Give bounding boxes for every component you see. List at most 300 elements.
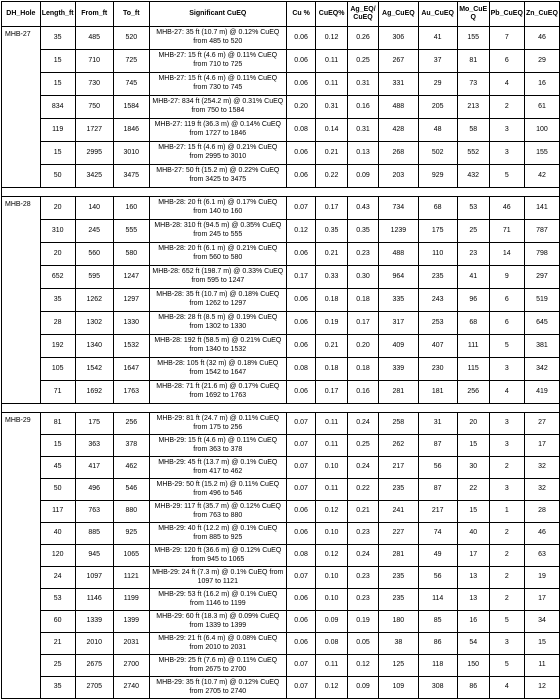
ag-cueq-cell: 317: [379, 312, 418, 335]
ag-cueq-cell: 964: [379, 266, 418, 289]
au-cueq-cell: 48: [418, 119, 457, 142]
cueq-pct-cell: 0.11: [316, 435, 347, 457]
significant-cueq-cell: MHB-29: 35 ft (10.7 m) @ 0.12% CuEQ from 2705 to 2740: [149, 677, 286, 699]
cu-pct-cell: 0.07: [286, 413, 316, 435]
au-cueq-cell: 110: [418, 243, 457, 266]
from-cell: 245: [75, 220, 113, 243]
table-row: [2, 381, 560, 404]
length-cell: 40: [40, 523, 75, 545]
to-cell: 256: [113, 413, 149, 435]
mo-cueq-cell: 15: [457, 501, 489, 523]
to-cell: 160: [113, 197, 149, 220]
au-cueq-cell: 205: [418, 96, 457, 119]
mo-cueq-cell: 81: [457, 50, 489, 73]
mo-cueq-cell: 30: [457, 457, 489, 479]
table-row: [2, 119, 560, 142]
table-row: [2, 142, 560, 165]
pb-cueq-cell: 9: [489, 266, 524, 289]
from-cell: 417: [75, 457, 113, 479]
significant-cueq-cell: MHB-28: 310 ft (94.5 m) @ 0.35% CuEQ from 245 to 555: [149, 220, 286, 243]
ag-eq-ratio-cell: 0.23: [347, 567, 378, 589]
from-cell: 595: [75, 266, 113, 289]
ag-cueq-cell: 227: [379, 523, 418, 545]
zn-cueq-cell: 155: [524, 142, 559, 165]
zn-cueq-cell: 381: [524, 335, 559, 358]
cu-pct-cell: 0.07: [286, 655, 316, 677]
ag-cueq-cell: 241: [379, 501, 418, 523]
mo-cueq-cell: 25: [457, 220, 489, 243]
ag-cueq-cell: 217: [379, 457, 418, 479]
pb-cueq-cell: 14: [489, 243, 524, 266]
to-cell: 1065: [113, 545, 149, 567]
cueq-pct-cell: 0.09: [316, 611, 347, 633]
pb-cueq-cell: 2: [489, 457, 524, 479]
from-cell: 1692: [75, 381, 113, 404]
zn-cueq-cell: 519: [524, 289, 559, 312]
ag-eq-ratio-cell: 0.19: [347, 611, 378, 633]
ag-cueq-cell: 235: [379, 589, 418, 611]
assay-results-table: [1, 1, 560, 699]
cu-pct-cell: 0.06: [286, 501, 316, 523]
pb-cueq-cell: 5: [489, 335, 524, 358]
cueq-pct-cell: 0.12: [316, 27, 347, 50]
ag-eq-ratio-cell: 0.30: [347, 266, 378, 289]
ag-cueq-cell: 38: [379, 633, 418, 655]
significant-cueq-cell: MHB-29: 81 ft (24.7 m) @ 0.11% CuEQ from 175 to 256: [149, 413, 286, 435]
zn-cueq-cell: 17: [524, 589, 559, 611]
to-cell: 925: [113, 523, 149, 545]
cu-pct-cell: 0.06: [286, 243, 316, 266]
significant-cueq-cell: MHB-29: 117 ft (35.7 m) @ 0.12% CuEQ from 763 to 880: [149, 501, 286, 523]
zn-cueq-cell: 141: [524, 197, 559, 220]
significant-cueq-cell: MHB-29: 24 ft (7.3 m) @ 0.1% CuEQ from 1097 to 1121: [149, 567, 286, 589]
from-cell: 1340: [75, 335, 113, 358]
zn-cueq-cell: 787: [524, 220, 559, 243]
cu-pct-cell: 0.06: [286, 633, 316, 655]
table-row: [2, 220, 560, 243]
ag-eq-ratio-cell: 0.26: [347, 27, 378, 50]
to-cell: 745: [113, 73, 149, 96]
ag-eq-ratio-cell: 0.23: [347, 523, 378, 545]
significant-cueq-cell: MHB-29: 45 ft (13.7 m) @ 0.1% CuEQ from 417 to 462: [149, 457, 286, 479]
zn-cueq-cell: 342: [524, 358, 559, 381]
au-cueq-cell: 308: [418, 677, 457, 699]
au-cueq-cell: 41: [418, 27, 457, 50]
mo-cueq-cell: 68: [457, 312, 489, 335]
zn-cueq-cell: 34: [524, 611, 559, 633]
zn-cueq-cell: 32: [524, 479, 559, 501]
ag-cueq-cell: 409: [379, 335, 418, 358]
ag-eq-ratio-cell: 0.23: [347, 589, 378, 611]
length-cell: 28: [40, 312, 75, 335]
length-cell: 105: [40, 358, 75, 381]
cueq-pct-cell: 0.21: [316, 142, 347, 165]
from-cell: 2675: [75, 655, 113, 677]
table-row: [2, 73, 560, 96]
to-cell: 580: [113, 243, 149, 266]
mo-cueq-cell: 16: [457, 611, 489, 633]
from-cell: 710: [75, 50, 113, 73]
cu-pct-cell: 0.08: [286, 119, 316, 142]
pb-cueq-cell: 2: [489, 545, 524, 567]
pb-cueq-cell: 2: [489, 96, 524, 119]
cueq-pct-cell: 0.11: [316, 50, 347, 73]
au-cueq-cell: 56: [418, 457, 457, 479]
ag-eq-ratio-cell: 0.31: [347, 73, 378, 96]
au-cueq-cell: 407: [418, 335, 457, 358]
length-cell: 35: [40, 289, 75, 312]
table-row: [2, 266, 560, 289]
pb-cueq-cell: 1: [489, 501, 524, 523]
mo-cueq-cell: 22: [457, 479, 489, 501]
from-cell: 363: [75, 435, 113, 457]
significant-cueq-cell: MHB-28: 20 ft (6.1 m) @ 0.17% CuEQ from 140 to 160: [149, 197, 286, 220]
header-row: [2, 2, 560, 27]
ag-cueq-cell: 1239: [379, 220, 418, 243]
length-cell: 117: [40, 501, 75, 523]
zn-cueq-cell: 61: [524, 96, 559, 119]
cueq-pct-cell: 0.12: [316, 501, 347, 523]
mo-cueq-cell: 58: [457, 119, 489, 142]
cueq-pct-cell: 0.21: [316, 335, 347, 358]
table-row: [2, 655, 560, 677]
col-header-zn-cueq: Zn_CuEQ: [524, 2, 559, 27]
mo-cueq-cell: 53: [457, 197, 489, 220]
mo-cueq-cell: 432: [457, 165, 489, 188]
significant-cueq-cell: MHB-27: 35 ft (10.7 m) @ 0.12% CuEQ from 485 to 520: [149, 27, 286, 50]
zn-cueq-cell: 29: [524, 50, 559, 73]
ag-cueq-cell: 268: [379, 142, 418, 165]
ag-cueq-cell: 488: [379, 243, 418, 266]
cu-pct-cell: 0.12: [286, 220, 316, 243]
au-cueq-cell: 49: [418, 545, 457, 567]
au-cueq-cell: 235: [418, 266, 457, 289]
length-cell: 53: [40, 589, 75, 611]
ag-cueq-cell: 306: [379, 27, 418, 50]
table-row: [2, 545, 560, 567]
mo-cueq-cell: 17: [457, 545, 489, 567]
cu-pct-cell: 0.06: [286, 312, 316, 335]
pb-cueq-cell: 2: [489, 567, 524, 589]
mo-cueq-cell: 20: [457, 413, 489, 435]
zn-cueq-cell: 46: [524, 27, 559, 50]
ag-eq-ratio-cell: 0.18: [347, 289, 378, 312]
cu-pct-cell: 0.06: [286, 73, 316, 96]
au-cueq-cell: 85: [418, 611, 457, 633]
ag-cueq-cell: 331: [379, 73, 418, 96]
cu-pct-cell: 0.06: [286, 27, 316, 50]
col-header-from: From_ft: [75, 2, 113, 27]
cueq-pct-cell: 0.10: [316, 589, 347, 611]
table-row: [2, 479, 560, 501]
length-cell: 50: [40, 165, 75, 188]
cueq-pct-cell: 0.31: [316, 96, 347, 119]
ag-eq-ratio-cell: 0.35: [347, 220, 378, 243]
significant-cueq-cell: MHB-28: 105 ft (32 m) @ 0.18% CuEQ from 1542 to 1647: [149, 358, 286, 381]
au-cueq-cell: 87: [418, 435, 457, 457]
ag-eq-ratio-cell: 0.13: [347, 142, 378, 165]
cueq-pct-cell: 0.11: [316, 73, 347, 96]
pb-cueq-cell: 6: [489, 50, 524, 73]
pb-cueq-cell: 5: [489, 165, 524, 188]
cu-pct-cell: 0.06: [286, 165, 316, 188]
table-row: [2, 243, 560, 266]
from-cell: 2705: [75, 677, 113, 699]
au-cueq-cell: 175: [418, 220, 457, 243]
pb-cueq-cell: 5: [489, 611, 524, 633]
cu-pct-cell: 0.06: [286, 50, 316, 73]
to-cell: 880: [113, 501, 149, 523]
assay-table-container: [1, 1, 560, 699]
ag-cueq-cell: 180: [379, 611, 418, 633]
au-cueq-cell: 243: [418, 289, 457, 312]
au-cueq-cell: 87: [418, 479, 457, 501]
from-cell: 1262: [75, 289, 113, 312]
from-cell: 175: [75, 413, 113, 435]
zn-cueq-cell: 32: [524, 457, 559, 479]
from-cell: 2995: [75, 142, 113, 165]
hole-id-cell: MHB-28: [2, 197, 41, 404]
pb-cueq-cell: 2: [489, 523, 524, 545]
ag-eq-ratio-cell: 0.17: [347, 312, 378, 335]
hole-id-cell: MHB-29: [2, 413, 41, 699]
mo-cueq-cell: 23: [457, 243, 489, 266]
cu-pct-cell: 0.07: [286, 677, 316, 699]
to-cell: 3475: [113, 165, 149, 188]
ag-eq-ratio-cell: 0.20: [347, 335, 378, 358]
mo-cueq-cell: 213: [457, 96, 489, 119]
from-cell: 485: [75, 27, 113, 50]
mo-cueq-cell: 155: [457, 27, 489, 50]
ag-eq-ratio-cell: 0.21: [347, 501, 378, 523]
ag-cueq-cell: 339: [379, 358, 418, 381]
pb-cueq-cell: 5: [489, 655, 524, 677]
pb-cueq-cell: 6: [489, 312, 524, 335]
to-cell: 1584: [113, 96, 149, 119]
pb-cueq-cell: 46: [489, 197, 524, 220]
length-cell: 15: [40, 50, 75, 73]
mo-cueq-cell: 41: [457, 266, 489, 289]
table-row: [2, 197, 560, 220]
au-cueq-cell: 230: [418, 358, 457, 381]
col-header-dh-hole: DH_Hole: [2, 2, 41, 27]
to-cell: 2740: [113, 677, 149, 699]
significant-cueq-cell: MHB-27: 50 ft (15.2 m) @ 0.22% CuEQ from 3425 to 3475: [149, 165, 286, 188]
ag-eq-ratio-cell: 0.16: [347, 96, 378, 119]
col-header-cu-pct: Cu %: [286, 2, 316, 27]
ag-cueq-cell: 428: [379, 119, 418, 142]
mo-cueq-cell: 86: [457, 677, 489, 699]
to-cell: 546: [113, 479, 149, 501]
cu-pct-cell: 0.08: [286, 358, 316, 381]
zn-cueq-cell: 42: [524, 165, 559, 188]
ag-eq-ratio-cell: 0.09: [347, 677, 378, 699]
mo-cueq-cell: 115: [457, 358, 489, 381]
group-spacer-row: [2, 404, 560, 413]
significant-cueq-cell: MHB-29: 25 ft (7.6 m) @ 0.11% CuEQ from 2675 to 2700: [149, 655, 286, 677]
ag-eq-ratio-cell: 0.31: [347, 119, 378, 142]
au-cueq-cell: 502: [418, 142, 457, 165]
from-cell: 763: [75, 501, 113, 523]
zn-cueq-cell: 17: [524, 435, 559, 457]
cu-pct-cell: 0.06: [286, 523, 316, 545]
zn-cueq-cell: 16: [524, 73, 559, 96]
length-cell: 15: [40, 142, 75, 165]
cueq-pct-cell: 0.10: [316, 567, 347, 589]
to-cell: 1199: [113, 589, 149, 611]
col-header-pb-cueq: Pb_CuEQ: [489, 2, 524, 27]
length-cell: 45: [40, 457, 75, 479]
to-cell: 1247: [113, 266, 149, 289]
au-cueq-cell: 74: [418, 523, 457, 545]
from-cell: 730: [75, 73, 113, 96]
from-cell: 885: [75, 523, 113, 545]
cueq-pct-cell: 0.08: [316, 633, 347, 655]
cu-pct-cell: 0.06: [286, 142, 316, 165]
pb-cueq-cell: 3: [489, 119, 524, 142]
cueq-pct-cell: 0.19: [316, 312, 347, 335]
cueq-pct-cell: 0.17: [316, 197, 347, 220]
pb-cueq-cell: 4: [489, 73, 524, 96]
au-cueq-cell: 217: [418, 501, 457, 523]
ag-cueq-cell: 235: [379, 567, 418, 589]
mo-cueq-cell: 54: [457, 633, 489, 655]
length-cell: 71: [40, 381, 75, 404]
mo-cueq-cell: 111: [457, 335, 489, 358]
to-cell: 1297: [113, 289, 149, 312]
pb-cueq-cell: 3: [489, 479, 524, 501]
table-row: [2, 501, 560, 523]
cueq-pct-cell: 0.12: [316, 677, 347, 699]
significant-cueq-cell: MHB-29: 53 ft (16.2 m) @ 0.1% CuEQ from 1146 to 1199: [149, 589, 286, 611]
length-cell: 119: [40, 119, 75, 142]
to-cell: 3010: [113, 142, 149, 165]
significant-cueq-cell: MHB-27: 15 ft (4.6 m) @ 0.21% CuEQ from 2995 to 3010: [149, 142, 286, 165]
ag-cueq-cell: 281: [379, 545, 418, 567]
to-cell: 555: [113, 220, 149, 243]
spacer-cell: [2, 404, 560, 413]
ag-eq-ratio-cell: 0.23: [347, 243, 378, 266]
table-row: [2, 50, 560, 73]
table-row: [2, 413, 560, 435]
significant-cueq-cell: MHB-29: 50 ft (15.2 m) @ 0.11% CuEQ from 496 to 546: [149, 479, 286, 501]
cu-pct-cell: 0.20: [286, 96, 316, 119]
to-cell: 1846: [113, 119, 149, 142]
table-row: [2, 523, 560, 545]
table-row: [2, 165, 560, 188]
mo-cueq-cell: 73: [457, 73, 489, 96]
ag-eq-ratio-cell: 0.24: [347, 413, 378, 435]
significant-cueq-cell: MHB-28: 28 ft (8.5 m) @ 0.19% CuEQ from 1302 to 1330: [149, 312, 286, 335]
length-cell: 834: [40, 96, 75, 119]
col-header-au-cueq: Au_CuEQ: [418, 2, 457, 27]
from-cell: 1727: [75, 119, 113, 142]
pb-cueq-cell: 7: [489, 27, 524, 50]
mo-cueq-cell: 552: [457, 142, 489, 165]
to-cell: 520: [113, 27, 149, 50]
cueq-pct-cell: 0.17: [316, 381, 347, 404]
zn-cueq-cell: 12: [524, 677, 559, 699]
from-cell: 1542: [75, 358, 113, 381]
cueq-pct-cell: 0.11: [316, 655, 347, 677]
to-cell: 2031: [113, 633, 149, 655]
ag-cueq-cell: 335: [379, 289, 418, 312]
zn-cueq-cell: 15: [524, 633, 559, 655]
zn-cueq-cell: 27: [524, 413, 559, 435]
cu-pct-cell: 0.07: [286, 435, 316, 457]
table-row: [2, 435, 560, 457]
mo-cueq-cell: 150: [457, 655, 489, 677]
significant-cueq-cell: MHB-27: 119 ft (36.3 m) @ 0.14% CuEQ from 1727 to 1846: [149, 119, 286, 142]
ag-cueq-cell: 203: [379, 165, 418, 188]
ag-cueq-cell: 258: [379, 413, 418, 435]
cueq-pct-cell: 0.10: [316, 457, 347, 479]
mo-cueq-cell: 13: [457, 567, 489, 589]
col-header-length: Length_ft: [40, 2, 75, 27]
to-cell: 1763: [113, 381, 149, 404]
from-cell: 1097: [75, 567, 113, 589]
table-row: [2, 27, 560, 50]
cueq-pct-cell: 0.12: [316, 545, 347, 567]
from-cell: 496: [75, 479, 113, 501]
ag-eq-ratio-cell: 0.12: [347, 655, 378, 677]
col-header-ag-cueq: Ag_CuEQ: [379, 2, 418, 27]
from-cell: 3425: [75, 165, 113, 188]
cueq-pct-cell: 0.35: [316, 220, 347, 243]
length-cell: 120: [40, 545, 75, 567]
zn-cueq-cell: 798: [524, 243, 559, 266]
significant-cueq-cell: MHB-29: 120 ft (36.6 m) @ 0.12% CuEQ from 945 to 1065: [149, 545, 286, 567]
length-cell: 35: [40, 27, 75, 50]
au-cueq-cell: 56: [418, 567, 457, 589]
ag-cueq-cell: 262: [379, 435, 418, 457]
length-cell: 25: [40, 655, 75, 677]
cueq-pct-cell: 0.11: [316, 479, 347, 501]
zn-cueq-cell: 63: [524, 545, 559, 567]
ag-eq-ratio-cell: 0.25: [347, 50, 378, 73]
from-cell: 1339: [75, 611, 113, 633]
ag-cueq-cell: 488: [379, 96, 418, 119]
pb-cueq-cell: 4: [489, 677, 524, 699]
hole-id-cell: MHB-27: [2, 27, 41, 188]
zn-cueq-cell: 19: [524, 567, 559, 589]
table-row: [2, 289, 560, 312]
length-cell: 15: [40, 435, 75, 457]
cu-pct-cell: 0.06: [286, 611, 316, 633]
length-cell: 24: [40, 567, 75, 589]
cueq-pct-cell: 0.14: [316, 119, 347, 142]
zn-cueq-cell: 100: [524, 119, 559, 142]
ag-cueq-cell: 267: [379, 50, 418, 73]
significant-cueq-cell: MHB-28: 192 ft (58.5 m) @ 0.21% CuEQ from 1340 to 1532: [149, 335, 286, 358]
length-cell: 50: [40, 479, 75, 501]
mo-cueq-cell: 96: [457, 289, 489, 312]
pb-cueq-cell: 4: [489, 381, 524, 404]
from-cell: 560: [75, 243, 113, 266]
pb-cueq-cell: 3: [489, 358, 524, 381]
table-row: [2, 589, 560, 611]
au-cueq-cell: 86: [418, 633, 457, 655]
to-cell: 2700: [113, 655, 149, 677]
au-cueq-cell: 253: [418, 312, 457, 335]
ag-eq-ratio-cell: 0.24: [347, 545, 378, 567]
length-cell: 192: [40, 335, 75, 358]
ag-cueq-cell: 734: [379, 197, 418, 220]
from-cell: 750: [75, 96, 113, 119]
cueq-pct-cell: 0.21: [316, 243, 347, 266]
length-cell: 20: [40, 243, 75, 266]
ag-eq-ratio-cell: 0.43: [347, 197, 378, 220]
